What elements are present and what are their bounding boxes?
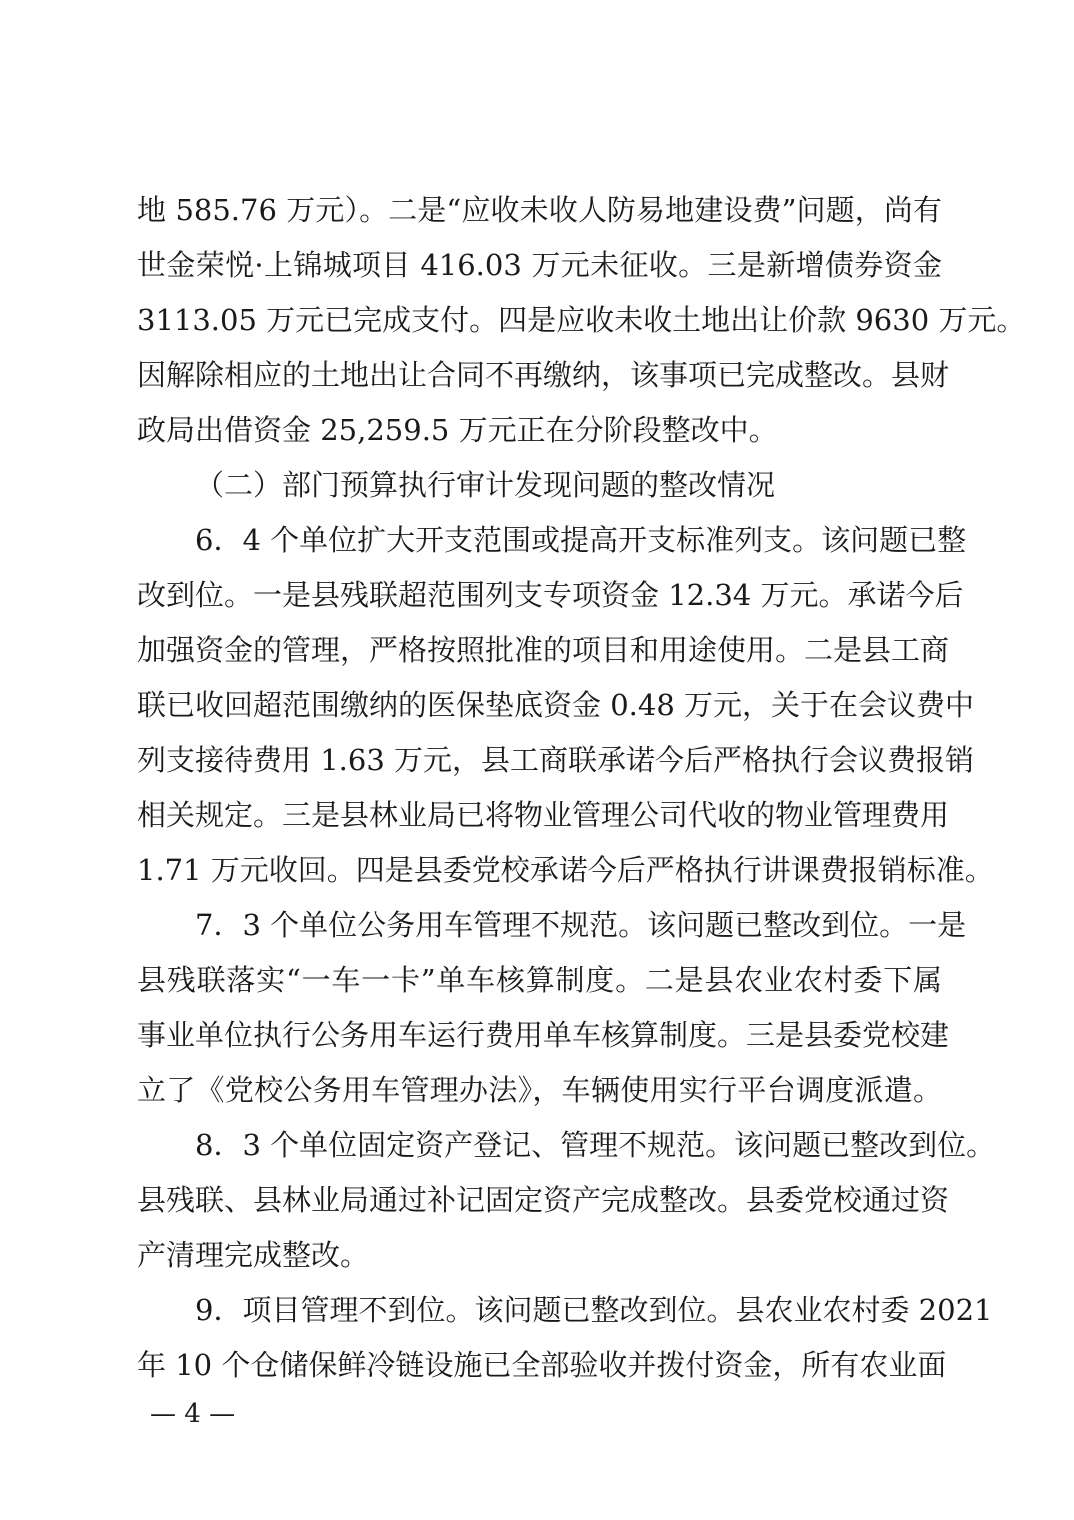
- item-7-first-line: 7．3 个单位公务用车管理不规范。该问题已整改到位。一是: [195, 908, 967, 942]
- item-6-first-line: 6．4 个单位扩大开支范围或提高开支标准列支。该问题已整: [195, 523, 967, 557]
- body-text-line: 地 585.76 万元）。二是“应收未收人防易地建设费”问题，尚有: [137, 193, 942, 227]
- body-text-line: 立了《党校公务用车管理办法》，车辆使用实行平台调度派遣。: [137, 1073, 942, 1107]
- body-text-line: 县残联落实“一车一卡”单车核算制度。二是县农业农村委下属: [137, 963, 942, 997]
- body-text-line: 1.71 万元收回。四是县委党校承诺今后严格执行讲课费报销标准。: [137, 853, 994, 887]
- section-heading: （二）部门预算执行审计发现问题的整改情况: [195, 468, 776, 502]
- body-text-line: 世金荣悦·上锦城项目 416.03 万元未征收。三是新增债券资金: [137, 248, 942, 282]
- body-text-line: 列支接待费用 1.63 万元，县工商联承诺今后严格执行会议费报销: [137, 743, 975, 777]
- body-text-line: 政局出借资金 25,259.5 万元正在分阶段整改中。: [137, 413, 778, 447]
- body-text-line: 加强资金的管理，严格按照批准的项目和用途使用。二是县工商: [137, 633, 950, 667]
- body-text-line: 因解除相应的土地出让合同不再缴纳，该事项已完成整改。县财: [137, 358, 950, 392]
- item-9-first-line: 9．项目管理不到位。该问题已整改到位。县农业农村委 2021: [195, 1293, 993, 1327]
- page-number: — 4 —: [150, 1399, 236, 1429]
- item-8-first-line: 8．3 个单位固定资产登记、管理不规范。该问题已整改到位。: [195, 1128, 996, 1162]
- body-text-line: 事业单位执行公务用车运行费用单车核算制度。三是县委党校建: [137, 1018, 950, 1052]
- body-text-line: 改到位。一是县残联超范围列支专项资金 12.34 万元。承诺今后: [137, 578, 964, 612]
- body-text-line: 年 10 个仓储保鲜冷链设施已全部验收并拨付资金，所有农业面: [137, 1348, 947, 1382]
- body-text-line: 相关规定。三是县林业局已将物业管理公司代收的物业管理费用: [137, 798, 950, 832]
- body-text-line: 3113.05 万元已完成支付。四是应收未收土地出让价款 9630 万元。: [137, 303, 1026, 337]
- body-text-line: 产清理完成整改。: [137, 1238, 370, 1272]
- body-text-line: 联已收回超范围缴纳的医保垫底资金 0.48 万元，关于在会议费中: [137, 688, 975, 722]
- body-text-line: 县残联、县林业局通过补记固定资产完成整改。县委党校通过资: [137, 1183, 950, 1217]
